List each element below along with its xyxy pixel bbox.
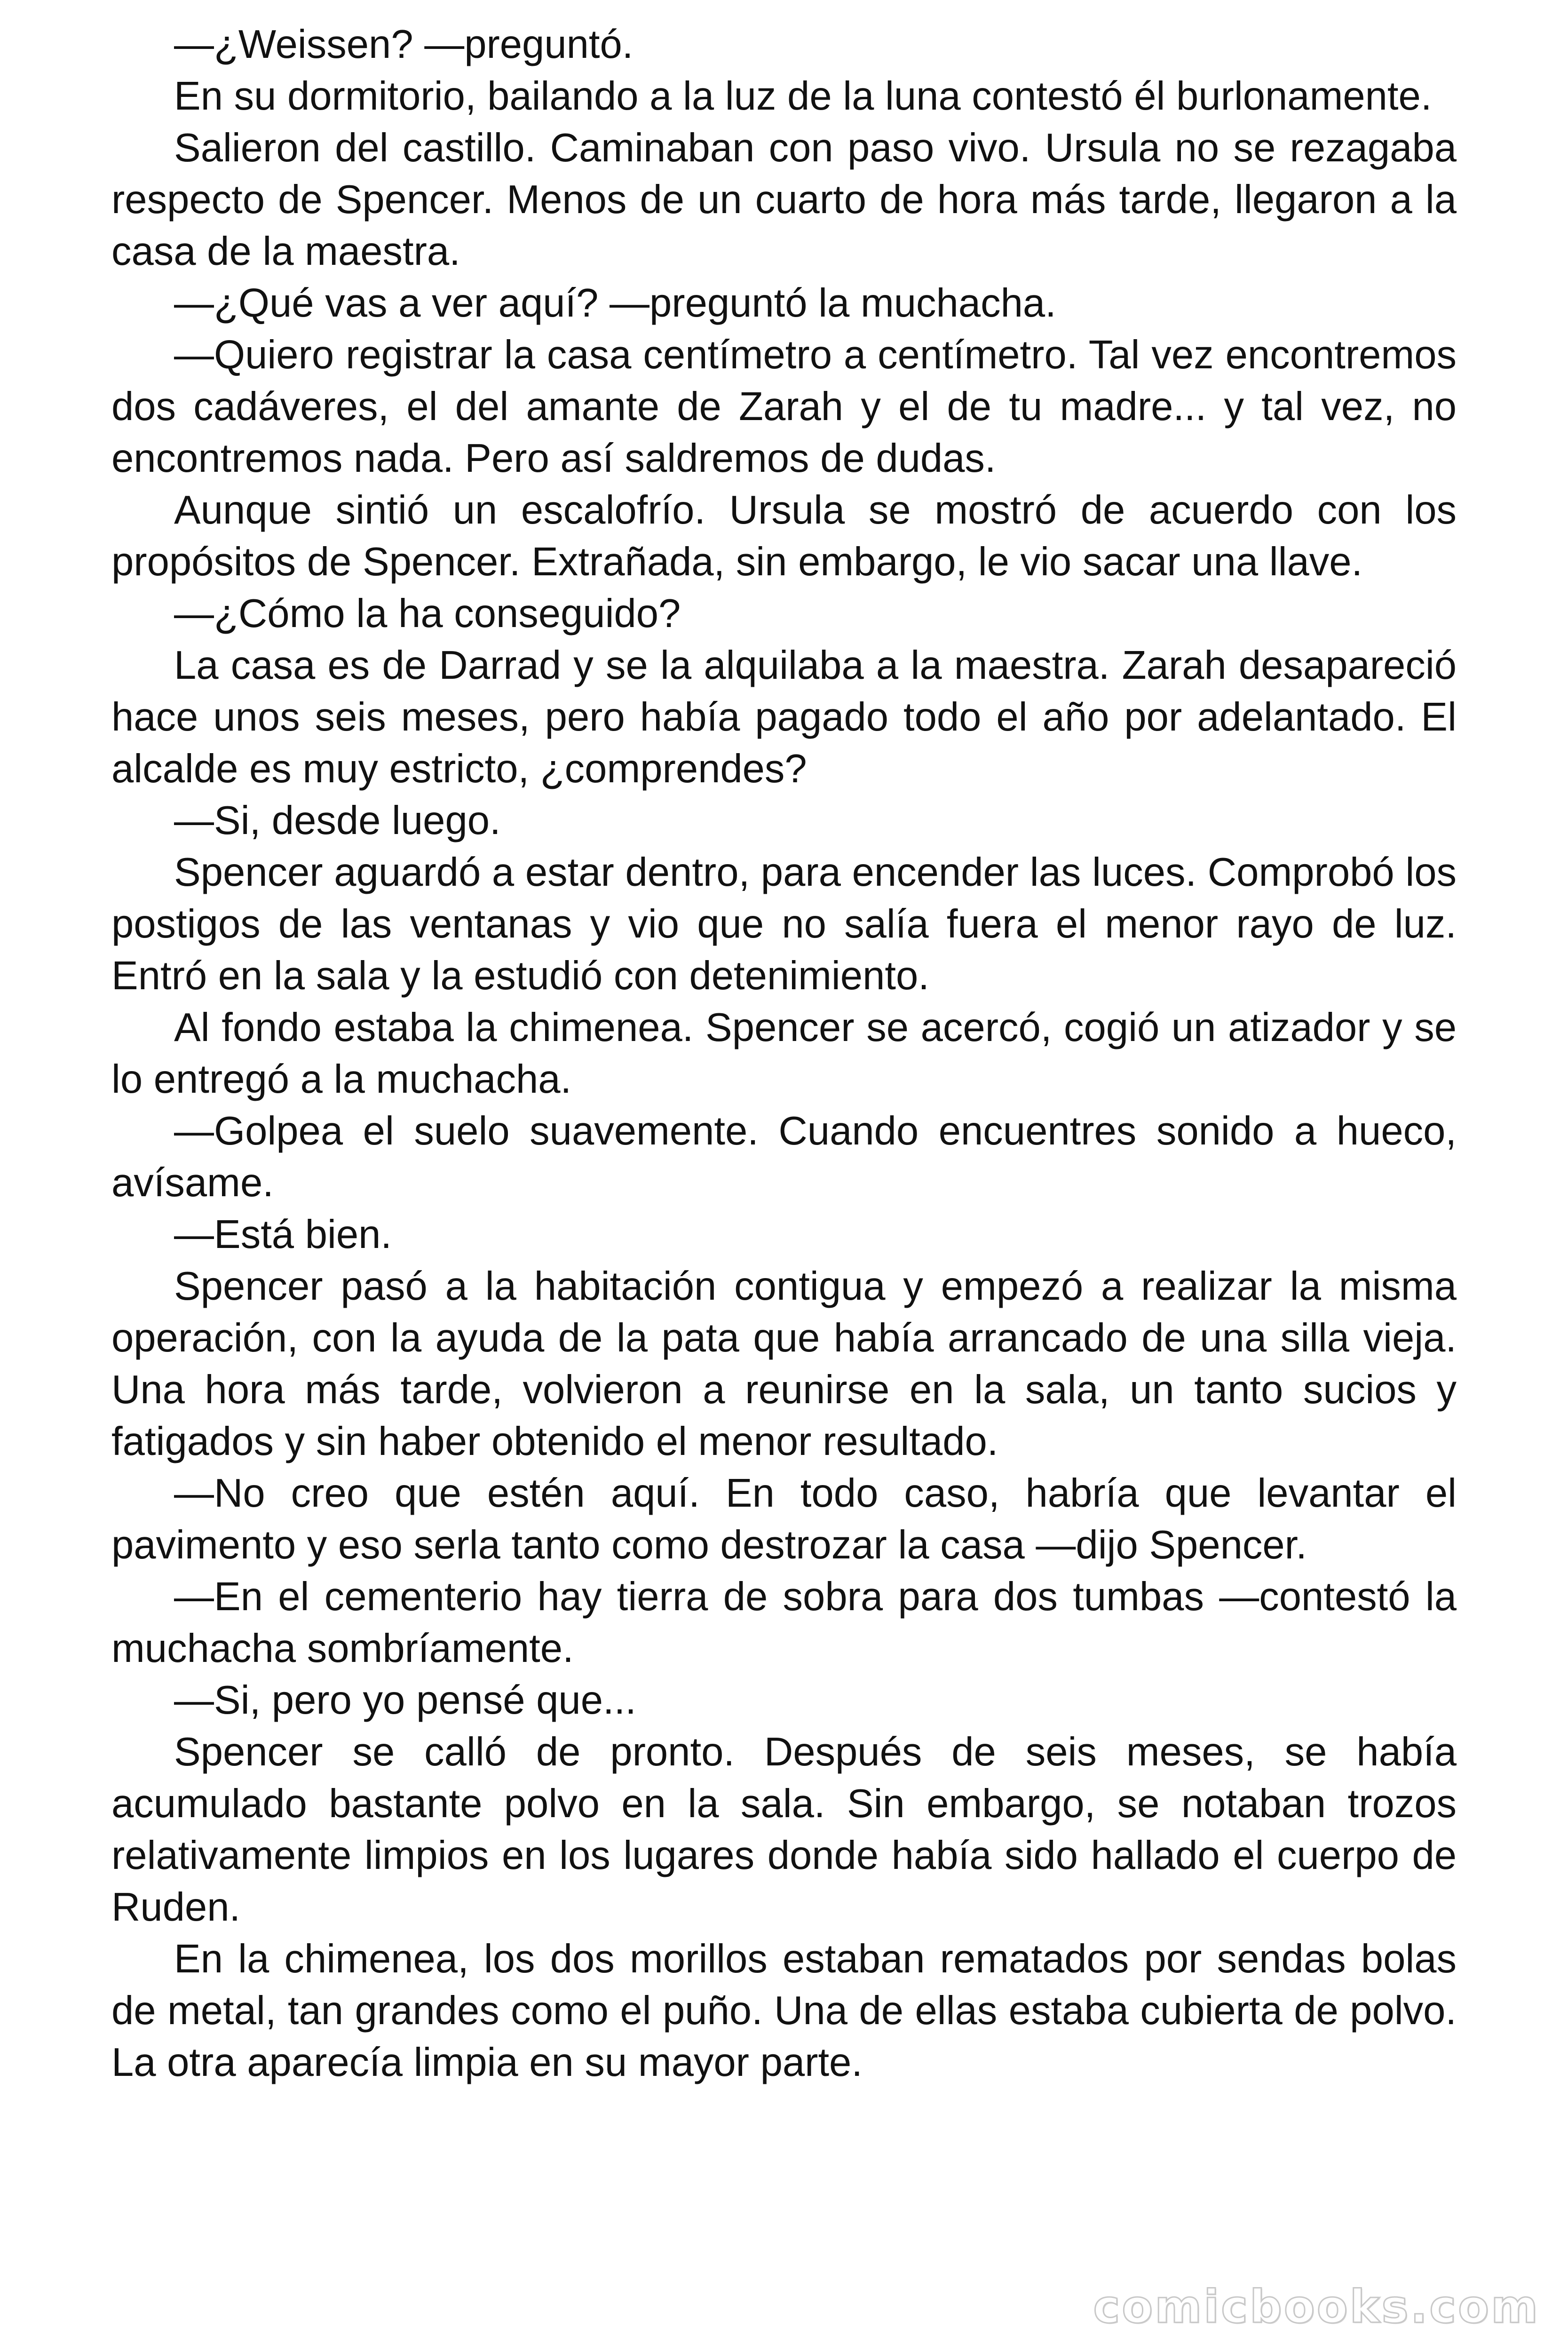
paragraph: —Si, pero yo pensé que...: [174, 1678, 636, 1723]
paragraph: —Quiero registrar la casa centímetro a centímetro. Tal vez encontremos dos cadáveres, el del amante de Zarah y el de tu madre... y tal vez, no encontremos nada. Pero así saldremos de dudas.: [111, 333, 1457, 481]
paragraph: En su dormitorio, bailando a la luz de la luna contestó él burlonamente.: [174, 74, 1432, 119]
paragraph: —Está bien.: [174, 1212, 392, 1257]
paragraph: Salieron del castillo. Caminaban con paso vivo. Ursula no se rezagaba respecto de Spencer. Menos de un cuarto de hora más tarde, llegaron a la casa de la maestra.: [111, 126, 1457, 274]
paragraph: —¿Qué vas a ver aquí? —preguntó la muchacha.: [174, 281, 1056, 326]
paragraph: —No creo que estén aquí. En todo caso, habría que levantar el pavimento y eso serla tanto como destrozar la casa —dijo Spencer.: [111, 1471, 1457, 1567]
paragraph: En la chimenea, los dos morillos estaban rematados por sendas bolas de metal, tan grandes como el puño. Una de ellas estaba cubierta de polvo. La otra aparecía limpia en su mayor parte.: [111, 1937, 1457, 2085]
watermark: comicbooks.com: [1093, 2280, 1540, 2333]
paragraph: —Golpea el suelo suavemente. Cuando encuentres sonido a hueco, avísame.: [111, 1109, 1457, 1205]
paragraph: Al fondo estaba la chimenea. Spencer se acercó, cogió un atizador y se lo entregó a la muchacha.: [111, 1005, 1457, 1102]
paragraph: Spencer aguardó a estar dentro, para encender las luces. Comprobó los postigos de las ventanas y vio que no salía fuera el menor rayo de luz. Entró en la sala y la estudió con detenimiento.: [111, 850, 1457, 998]
paragraph: Spencer pasó a la habitación contigua y empezó a realizar la misma operación, con la ayuda de la pata que había arrancado de una silla vieja. Una hora más tarde, volvieron a reunirse en la sala, un tanto sucios y fatigados y sin haber obtenido el menor resultado.: [111, 1264, 1457, 1464]
paragraph: —En el cementerio hay tierra de sobra para dos tumbas —contestó la muchacha sombríamente.: [111, 1574, 1457, 1671]
body-text: [111, 19, 1457, 2089]
paragraph: Spencer se calló de pronto. Después de seis meses, se había acumulado bastante polvo en la sala. Sin embargo, se notaban trozos relativamente limpios en los lugares donde había sido hallado el cuerpo de Ruden.: [111, 1730, 1457, 1930]
paragraph: La casa es de Darrad y se la alquilaba a la maestra. Zarah desapareció hace unos seis meses, pero había pagado todo el año por adelantado. El alcalde es muy estricto, ¿comprendes?: [111, 643, 1457, 791]
paragraph: —¿Weissen? —preguntó.: [174, 22, 634, 67]
paragraph: —Si, desde luego.: [174, 798, 501, 843]
paragraph: —¿Cómo la ha conseguido?: [174, 591, 681, 636]
paragraph: Aunque sintió un escalofrío. Ursula se mostró de acuerdo con los propósitos de Spencer. Extrañada, sin embargo, le vio sacar una llave.: [111, 488, 1457, 584]
